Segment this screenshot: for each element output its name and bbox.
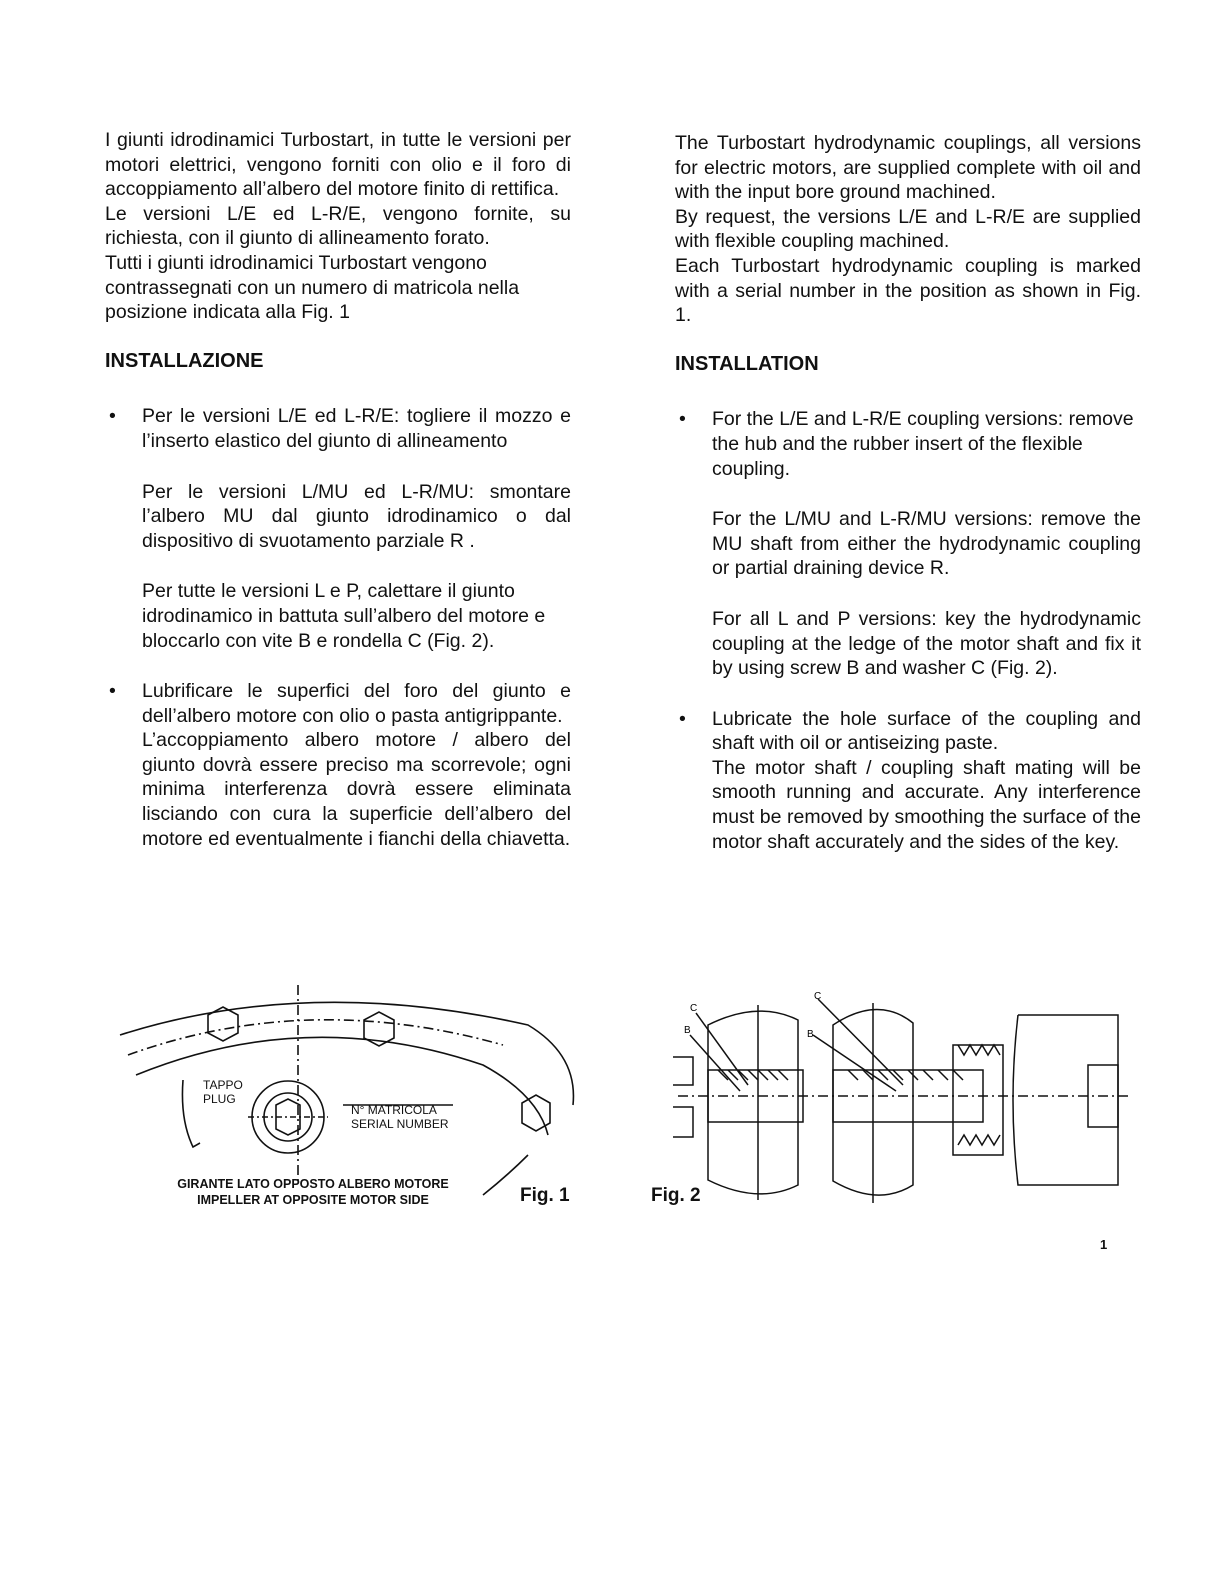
- english-bullet-2: [675, 707, 1141, 855]
- leader-b-right: [813, 1035, 896, 1091]
- impeller-caption-it: GIRANTE LATO OPPOSTO ALBERO MOTORE: [177, 1177, 449, 1191]
- hatching-shaft: [848, 1070, 963, 1080]
- italian-intro-1: I giunti idrodinamici Turbostart, in tutte le versioni per motori elettrici, vengono forniti con olio e il foro di accoppiamento all’albero del motore finito di rettifica.: [105, 129, 571, 201]
- english-column: [675, 131, 1141, 854]
- coupling-housing-left: [708, 1011, 798, 1194]
- english-para-mu-text: For the L/MU and L-R/MU versions: remove the MU shaft from either the hydrodynamic coupling or partial draining device R.: [712, 508, 1141, 580]
- figure-2-drawing: [648, 985, 1128, 1215]
- italian-heading: INSTALLAZIONE: [105, 349, 264, 372]
- serial-number-label: [351, 1103, 449, 1131]
- italian-para-fit: L’accoppiamento albero motore / albero del giunto dovrà essere preciso ma scorrevole; ogni minima interferenza dovrà essere eliminata lisciando con cura la superficie dell’albero del motore ed eventualmente i fianchi della chiavetta.: [142, 729, 571, 850]
- figure-1-drawing: [108, 985, 588, 1215]
- figure-2-svg: [648, 985, 1128, 1215]
- english-bullet-1: [675, 407, 1141, 481]
- plug-label: [203, 1078, 243, 1106]
- english-para-fit: The motor shaft / coupling shaft mating will be smooth running and accurate. Any interference must be removed by smoothing the surface of the motor shaft accurately and the sides of the key.: [712, 756, 1141, 853]
- fig-2-label: Fig. 2: [651, 1185, 701, 1206]
- italian-intro-2: Le versioni L/E ed L-R/E, vengono fornite, su richiesta, con il giunto di allineamento forato.: [105, 202, 571, 250]
- english-para-lp-text: For all L and P versions: key the hydrodynamic coupling at the ledge of the motor shaft and fix it by using screw B and washer C (Fig. 2).: [712, 607, 1141, 680]
- english-intro-3: Each Turbostart hydrodynamic coupling is marked with a serial number in the position as shown in Fig. 1.: [675, 254, 1141, 327]
- italian-bullet-1-text: Per le versioni L/E ed L-R/E: togliere il mozzo e l’inserto elastico del giunto di allineamento: [142, 405, 571, 452]
- impeller-caption: [148, 1176, 478, 1208]
- italian-bullet-2: [105, 679, 571, 851]
- english-bullet-1-text: For the L/E and L-R/E coupling versions: remove the hub and the rubber insert of the flexible coupling.: [712, 408, 1134, 480]
- bullet-symbol: •: [109, 405, 116, 428]
- bullet-symbol: •: [679, 408, 686, 431]
- motor-housing: [1013, 1015, 1118, 1185]
- italian-bullet-2-text: Lubrificare le superfici del foro del giunto e dell’albero motore con olio o pasta antigrippante.: [142, 680, 571, 727]
- fig-1-label: Fig. 1: [520, 1185, 570, 1206]
- italian-bullet-1: [105, 404, 571, 453]
- marker-c-right: C: [814, 991, 822, 1002]
- italian-para-mu-text: Per le versioni L/MU ed L-R/MU: smontare l’albero MU dal giunto idrodinamico o dal dispositivo di svuotamento parziale R .: [142, 480, 571, 552]
- bullet-symbol: •: [109, 680, 116, 703]
- english-para-mu: [675, 507, 1141, 581]
- italian-intro-3: Tutti i giunti idrodinamici Turbostart vengono contrassegnati con un numero di matricola nella posizione indicata alla Fig. 1: [105, 251, 520, 324]
- italian-para-lp: [105, 579, 571, 653]
- flange-bolt-left: [673, 1057, 693, 1085]
- plug-label-it: TAPPO: [203, 1078, 243, 1092]
- english-intro-2: By request, the versions L/E and L-R/E are supplied with flexible coupling machined.: [675, 205, 1141, 253]
- bullet-symbol: •: [679, 707, 686, 730]
- page-number: 1: [1100, 1237, 1108, 1252]
- casting-edge: [182, 1080, 200, 1147]
- marker-b-right: B: [807, 1029, 814, 1040]
- serial-label-en: SERIAL NUMBER: [351, 1117, 449, 1131]
- bolt-hex-3: [522, 1095, 550, 1131]
- marker-c-left: C: [690, 1003, 698, 1014]
- impeller-inner-arc: [136, 1037, 548, 1135]
- english-heading: INSTALLATION: [675, 352, 819, 375]
- marker-b-left: B: [684, 1025, 691, 1036]
- italian-para-mu: [105, 480, 571, 554]
- italian-column: [105, 128, 571, 851]
- english-bullet-2-text: Lubricate the hole surface of the coupling and shaft with oil or antiseizing paste.: [712, 707, 1141, 755]
- plug-label-en: PLUG: [203, 1092, 236, 1106]
- english-para-lp: [675, 607, 1141, 681]
- pulley-grooves: [958, 1045, 1000, 1145]
- serial-label-it: N° MATRICOLA: [351, 1103, 437, 1117]
- bolt-hex-1: [208, 1007, 238, 1041]
- flange-bolt-left-2: [673, 1107, 693, 1137]
- impeller-outer-arc: [120, 1002, 573, 1105]
- english-intro-1: The Turbostart hydrodynamic couplings, all versions for electric motors, are supplied complete with oil and with the input bore ground machined.: [675, 132, 1141, 204]
- impeller-caption-en: IMPELLER AT OPPOSITE MOTOR SIDE: [197, 1193, 429, 1207]
- italian-para-lp-text: Per tutte le versioni L e P, calettare il giunto idrodinamico in battuta sull’albero del motore e bloccarlo con vite B e rondella C (Fig. 2).: [142, 580, 546, 652]
